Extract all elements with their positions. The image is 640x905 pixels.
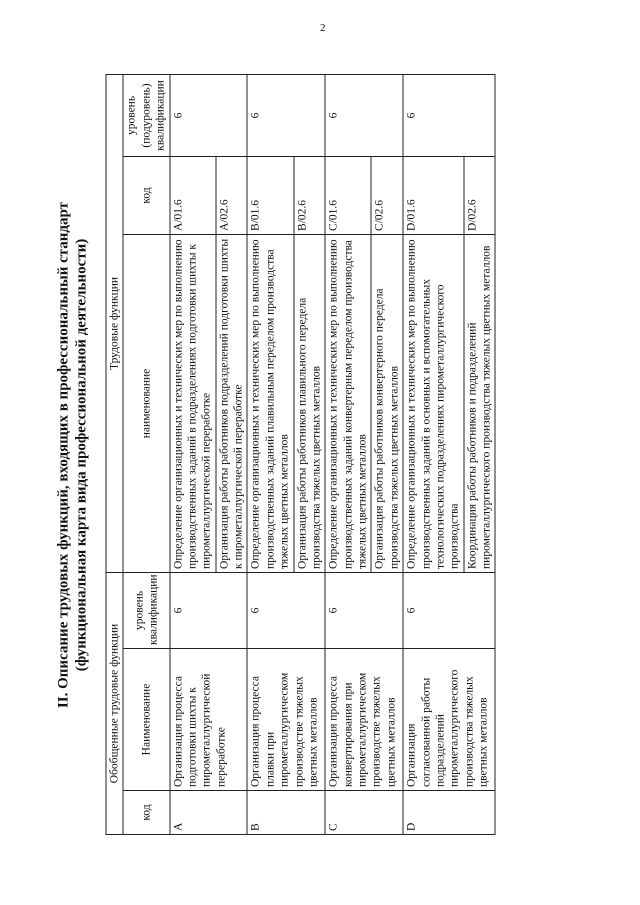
- gen-code: A: [170, 791, 248, 835]
- rotated-page-content: [48, 55, 593, 855]
- function-code: C/02.6: [371, 156, 403, 234]
- level-header: уровень квалификации: [123, 572, 169, 648]
- function-code: B/02.6: [294, 156, 326, 234]
- gen-level: 6: [325, 572, 403, 648]
- function-code: A/02.6: [216, 156, 248, 234]
- gen-level: 6: [247, 572, 325, 648]
- function-level-header: уровень (подуровень) квалификации: [123, 74, 169, 156]
- name-header: Наименование: [123, 649, 169, 791]
- function-code: B/01.6: [247, 156, 293, 234]
- gen-name: Организация процесса конвертирования при пирометаллургическом производстве тяжелых цветных металлов: [325, 649, 403, 791]
- gen-code: D: [403, 791, 495, 835]
- function-name: Организация работы работников конвертерного передела производства тяжелых цветных металлов: [371, 234, 403, 572]
- function-name-header: наименование: [123, 234, 169, 572]
- table-row: [247, 74, 293, 834]
- gen-code: C: [325, 791, 403, 835]
- gen-name: Организация согласованной работы подразделений пирометаллургического производства тяжелых цветных металлов: [403, 649, 495, 791]
- section-title: II. Описание трудовых функций, входящих в профессиональный стандарт: [55, 201, 72, 709]
- function-name: Организация работы работников подразделений подготовки шихты к пирометаллургической переработке: [216, 234, 248, 572]
- table-row: [170, 74, 216, 834]
- table-row: [325, 74, 371, 834]
- labor-functions-header: Трудовые функции: [106, 74, 123, 572]
- function-code-header: код: [123, 156, 169, 234]
- function-name: Организация работы работников плавильного передела производства тяжелых цветных металлов: [294, 234, 326, 572]
- gen-level: 6: [403, 572, 495, 648]
- function-code: D/02.6: [464, 156, 496, 234]
- function-name: Определение организационных и технических мер по выполнению производственных заданий конвертерным переделом производства тяжелых цветных металлов: [325, 234, 371, 572]
- generalized-functions-header: Обобщенные трудовые функции: [106, 572, 123, 834]
- function-code: C/01.6: [325, 156, 371, 234]
- code-header: код: [123, 791, 169, 835]
- function-level: 6: [325, 74, 403, 156]
- table-row: [403, 74, 464, 834]
- function-level: 6: [247, 74, 325, 156]
- function-name: Определение организационных и технических мер по выполнению производственных заданий в основных и вспомогательных технологических подразделениях пирометаллургического производства: [403, 234, 464, 572]
- section-subtitle: (функциональная карта вида профессиональной деятельности): [73, 238, 90, 672]
- gen-name: Организация процесса подготовки шихты к пирометаллургической переработке: [170, 649, 248, 791]
- gen-level: 6: [170, 572, 248, 648]
- function-name: Определение организационных и технических мер по выполнению производственных заданий в подразделениях подготовки шихты к пирометаллургической переработке: [170, 234, 216, 572]
- function-code: D/01.6: [403, 156, 464, 234]
- functional-map-table: [106, 74, 496, 835]
- page-number: 2: [320, 22, 326, 34]
- function-level: 6: [403, 74, 495, 156]
- function-code: A/01.6: [170, 156, 216, 234]
- gen-code: B: [247, 791, 325, 835]
- gen-name: Организация процесса плавки при пирометаллургическом производстве тяжелых цветных металлов: [247, 649, 325, 791]
- function-level: 6: [170, 74, 248, 156]
- function-name: Определение организационных и технических мер по выполнению производственных заданий плавильным переделом производства тяжелых цветных металлов: [247, 234, 293, 572]
- function-name: Координация работы работников и подразделений пирометаллургического производства тяжелых цветных металлов: [464, 234, 496, 572]
